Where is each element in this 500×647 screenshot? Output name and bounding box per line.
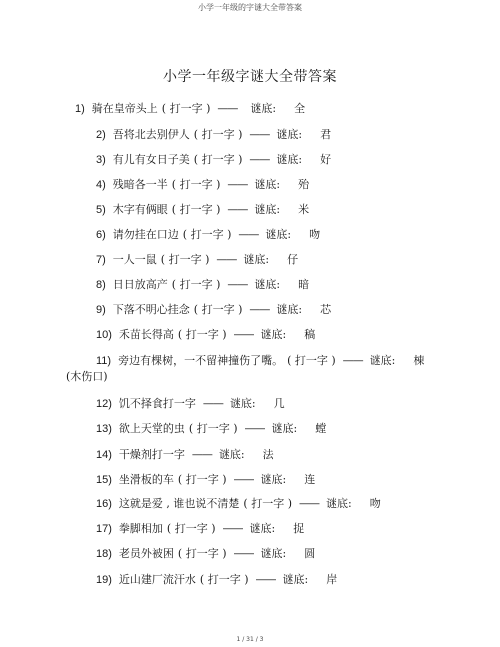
riddle-item: [75, 100, 305, 116]
riddle-hint: ( 打一字 ): [243, 497, 292, 510]
answer-label: 谜底:: [254, 178, 281, 191]
riddle-dash: ——: [217, 102, 238, 115]
riddle-number: 3): [96, 154, 106, 166]
riddle-answer: 仔: [287, 253, 299, 266]
riddle-question: 吾将北去别伊人: [112, 128, 190, 141]
riddle-dash: ——: [238, 228, 259, 241]
riddle-number: 9): [96, 304, 106, 316]
answer-label: 谜底:: [218, 448, 245, 461]
riddle-item: [96, 495, 381, 511]
riddle-dash: ——: [342, 354, 363, 367]
riddle-item: [96, 201, 309, 217]
riddle-hint: ( 打一字 ): [171, 278, 221, 291]
page-footer: 1 / 31 / 3: [236, 636, 264, 643]
riddle-question: 近山建厂流汗水: [118, 573, 196, 586]
riddle-dash: ——: [233, 328, 254, 341]
riddle-hint: ( 打一字 ): [188, 422, 238, 435]
riddle-number: 18): [96, 548, 112, 560]
riddle-answer: 君: [320, 128, 332, 141]
answer-label: 谜底:: [369, 354, 396, 367]
riddle-answer: 捉: [293, 522, 305, 535]
riddle-number: 8): [96, 279, 106, 291]
riddle-answer: 圆: [304, 547, 316, 560]
answer-label: 谜底:: [229, 397, 256, 410]
riddle-answer: 螳: [315, 422, 327, 435]
riddle-number: 1): [75, 103, 85, 115]
riddle-dash: ——: [191, 448, 212, 461]
riddle-question: 坐滑板的车: [118, 473, 174, 486]
riddle-question: 请勿挂在口边: [112, 228, 179, 241]
riddle-number: 13): [96, 423, 112, 435]
answer-label: 谜底:: [276, 128, 303, 141]
riddle-item: [96, 276, 309, 292]
riddle-question: 老员外被困: [118, 547, 174, 560]
answer-label: 谜底:: [276, 153, 303, 166]
riddle-question: 饥不择食打一字: [118, 397, 196, 410]
riddle-question: 旁边有棵树，一不留神撞伤了嘴。: [118, 354, 284, 367]
riddle-question: 骑在皇帝头上: [91, 102, 158, 115]
riddle-item: [96, 226, 320, 242]
riddle-dash: ——: [227, 278, 248, 291]
riddle-number: 11): [96, 355, 112, 367]
riddle-answer: 几: [273, 397, 285, 410]
riddle-hint: ( 打一字 ): [177, 328, 227, 341]
riddle-hint: ( 打一字 ): [193, 303, 243, 316]
riddle-hint: ( 打一字 ): [193, 153, 243, 166]
riddle-answer: 吻: [369, 497, 381, 510]
riddle-answer-note: (木伤口): [66, 370, 108, 383]
riddle-number: 16): [96, 498, 112, 510]
answer-label: 谜底:: [243, 253, 270, 266]
riddle-question: 木字有俩眼: [112, 203, 168, 216]
riddle-question: 有儿有女日子美: [112, 153, 190, 166]
riddle-answer: 稿: [304, 328, 316, 341]
riddle-item: [96, 395, 285, 411]
riddle-dash: ——: [255, 573, 276, 586]
riddle-answer: 殆: [298, 178, 310, 191]
answer-label: 谜底:: [254, 203, 281, 216]
answer-label: 谜底:: [265, 228, 292, 241]
riddle-answer: 全: [294, 102, 306, 115]
riddle-dash: ——: [244, 422, 265, 435]
riddle-dash: ——: [202, 397, 223, 410]
riddle-number: 5): [96, 204, 106, 216]
riddle-number: 19): [96, 574, 112, 586]
riddle-number: 10): [96, 329, 112, 341]
answer-label: 谜底:: [271, 422, 298, 435]
riddle-question: 欲上天堂的虫: [118, 422, 185, 435]
riddle-dash: ——: [249, 153, 270, 166]
riddle-number: 12): [96, 398, 112, 410]
riddle-item: [96, 471, 315, 487]
riddle-answer: 岸: [326, 573, 338, 586]
riddle-hint: ( 打一字 ): [177, 547, 227, 560]
answer-label: 谜底:: [250, 102, 277, 115]
riddle-item: [96, 352, 424, 368]
riddle-dash: ——: [222, 522, 243, 535]
page-header: 小学一年级的字谜大全带答案: [198, 3, 302, 12]
riddle-item: [96, 520, 304, 536]
riddle-item: [96, 326, 315, 342]
riddle-question: 日日放高产: [112, 278, 168, 291]
riddle-hint: ( 打一字 ): [171, 203, 221, 216]
riddle-dash: ——: [227, 203, 248, 216]
riddle-hint: ( 打一字 ): [171, 178, 221, 191]
riddle-dash: ——: [233, 547, 254, 560]
riddle-number: 15): [96, 474, 112, 486]
riddle-hint: ( 打一字 ): [161, 102, 211, 115]
riddle-item: [96, 176, 309, 192]
riddle-dash: ——: [249, 128, 270, 141]
answer-label: 谜底:: [325, 497, 352, 510]
riddle-hint: ( 打一字 ): [166, 522, 216, 535]
riddle-question: 残暗各一半: [112, 178, 168, 191]
riddle-hint: ( 打一字 ): [177, 473, 227, 486]
answer-label: 谜底:: [260, 473, 287, 486]
riddle-item: [96, 251, 298, 267]
answer-label: 谜底:: [254, 278, 281, 291]
answer-label: 谜底:: [260, 328, 287, 341]
riddle-answer: 暗: [298, 278, 310, 291]
riddle-dash: ——: [233, 473, 254, 486]
riddle-hint: ( 打一字 ): [287, 354, 336, 367]
riddle-item: [96, 446, 274, 462]
riddle-hint: ( 打一字 ): [193, 128, 243, 141]
riddle-answer: 法: [262, 448, 274, 461]
riddle-number: 2): [96, 129, 106, 141]
riddle-answer: 米: [298, 203, 310, 216]
riddle-dash: ——: [216, 253, 237, 266]
riddle-dash: ——: [227, 178, 248, 191]
riddle-answer: 吻: [309, 228, 321, 241]
riddle-dash: ——: [249, 303, 270, 316]
riddle-number: 7): [96, 254, 106, 266]
riddle-item: [96, 126, 331, 142]
riddle-answer: 棟: [413, 354, 425, 367]
riddle-number: 4): [96, 179, 106, 191]
riddle-hint: ( 打一字 ): [182, 228, 232, 241]
riddle-question: 拳脚相加: [118, 522, 163, 535]
riddle-number: 6): [96, 229, 106, 241]
riddle-question: 一人一鼠: [112, 253, 157, 266]
riddle-hint: ( 打一字 ): [199, 573, 249, 586]
riddle-question: 干燥剂打一字: [118, 448, 185, 461]
riddle-item: [96, 301, 331, 317]
riddle-question: 这就是爱 , 谁也说不清楚: [118, 497, 240, 510]
riddle-number: 14): [96, 449, 112, 461]
riddle-item: [96, 571, 337, 587]
riddle-number: 17): [96, 523, 112, 535]
answer-label: 谜底:: [260, 547, 287, 560]
riddle-question: 下落不明心挂念: [112, 303, 190, 316]
riddle-question: 禾苗长得高: [118, 328, 174, 341]
riddle-item: [96, 545, 315, 561]
answer-label: 谜底:: [276, 303, 303, 316]
answer-label: 谜底:: [249, 522, 276, 535]
riddle-hint: ( 打一字 ): [160, 253, 210, 266]
page-title: 小学一年级字谜大全带答案: [163, 69, 337, 85]
riddle-item: [96, 420, 326, 436]
riddle-item: [96, 151, 331, 167]
riddle-answer: 连: [304, 473, 316, 486]
answer-label: 谜底:: [282, 573, 309, 586]
riddle-answer: 芯: [320, 303, 332, 316]
riddle-answer: 好: [320, 153, 332, 166]
riddle-dash: ——: [298, 497, 319, 510]
